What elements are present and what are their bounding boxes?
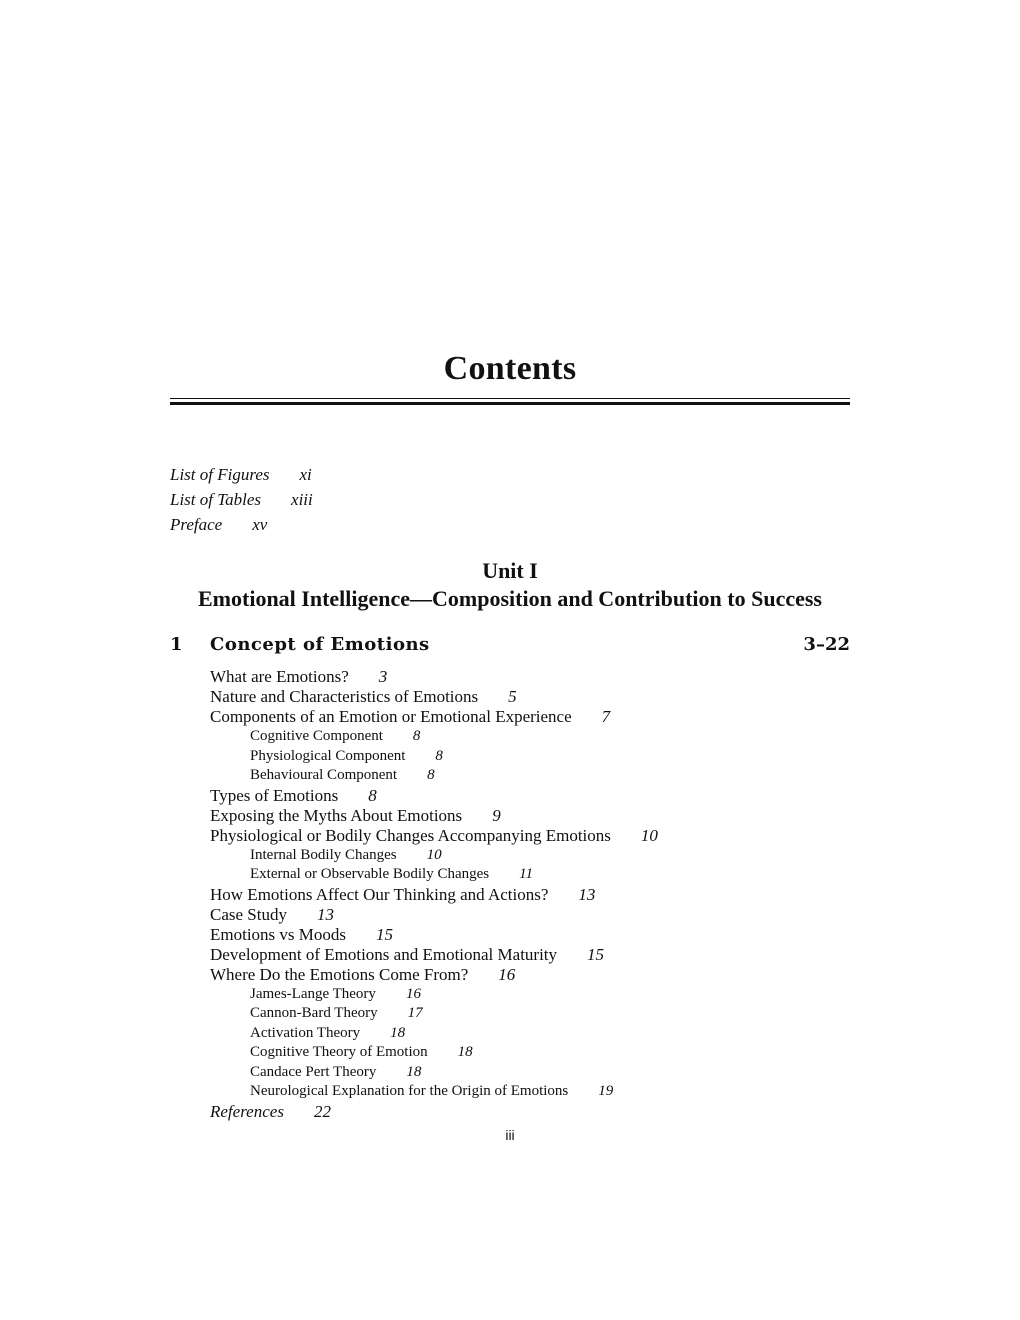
toc-subentry[interactable] <box>210 1063 658 1083</box>
toc-entry-title: Exposing the Myths About Emotions <box>210 805 463 825</box>
toc-entry[interactable] <box>210 945 658 965</box>
toc-entry[interactable] <box>210 905 658 925</box>
toc-entry-page: 9 <box>492 805 501 825</box>
toc-entry-page: 15 <box>376 924 394 944</box>
front-matter-label: Preface <box>170 515 223 534</box>
title-double-rule <box>170 398 850 405</box>
toc-entry[interactable] <box>210 826 658 846</box>
toc-entry-page: 8 <box>427 767 435 783</box>
chapter-heading[interactable] <box>170 634 850 660</box>
toc-entry-title: External or Observable Bodily Changes <box>250 866 490 882</box>
toc-entry-title: References <box>210 1101 284 1121</box>
toc-entry-page: 22 <box>313 1101 331 1121</box>
toc-subentry[interactable] <box>210 865 658 885</box>
toc-entry-title: Development of Emotions and Emotional Maturity <box>210 944 558 964</box>
toc-entry-page: 15 <box>587 944 605 964</box>
chapter-page-range: 3–22 <box>803 634 850 655</box>
toc-entry-title: How Emotions Affect Our Thinking and Actions? <box>210 884 549 904</box>
toc-entry[interactable] <box>210 667 658 687</box>
toc-entry-title: Cannon-Bard Theory <box>250 1005 378 1021</box>
toc-entry[interactable] <box>210 925 658 945</box>
front-matter-page: xv <box>252 515 268 534</box>
front-matter-item[interactable] <box>170 487 313 512</box>
toc-subentry[interactable] <box>210 766 658 786</box>
toc-entry-page: 3 <box>378 667 388 686</box>
page-number-footer: iii <box>505 1127 515 1143</box>
toc-entry-title: Activation Theory <box>250 1024 361 1041</box>
toc-entry[interactable] <box>210 806 658 826</box>
toc-entry-title: Emotions vs Moods <box>210 924 347 944</box>
toc-entry-page: 16 <box>498 964 516 984</box>
toc-entry-page: 8 <box>368 785 377 805</box>
front-matter-page: xiii <box>291 490 313 509</box>
toc-subentry[interactable] <box>210 846 658 866</box>
toc-subentry[interactable] <box>210 1024 658 1044</box>
chapter-title: Concept of Emotions <box>210 634 430 655</box>
toc-entry-page: 18 <box>457 1044 473 1060</box>
front-matter-page: xi <box>299 465 312 484</box>
toc-entry-title: Types of Emotions <box>210 785 339 805</box>
toc-entry-title: Physiological Component <box>250 747 406 764</box>
page-title: Contents <box>443 350 577 387</box>
toc-subentry[interactable] <box>210 985 658 1005</box>
unit-title: Emotional Intelligence—Composition and Contribution to Success <box>198 586 822 611</box>
toc-entry-page: 8 <box>412 728 421 744</box>
toc-entries <box>210 667 658 1122</box>
toc-entry-title: Where Do the Emotions Come From? <box>210 964 469 984</box>
toc-entry-page: 8 <box>435 747 443 764</box>
toc-entry-page: 5 <box>508 687 517 706</box>
front-matter-label: List of Figures <box>170 465 270 484</box>
toc-entry[interactable] <box>210 707 658 727</box>
toc-entry-page: 11 <box>519 866 533 882</box>
toc-subentry[interactable] <box>210 1082 658 1102</box>
toc-entry[interactable] <box>210 1102 658 1122</box>
toc-entry-title: What are Emotions? <box>210 667 349 686</box>
toc-entry-title: Internal Bodily Changes <box>250 846 397 863</box>
toc-entry-title: Behavioural Component <box>250 767 398 783</box>
toc-entry-page: 19 <box>598 1083 614 1099</box>
toc-entry-title: Cognitive Theory of Emotion <box>250 1044 428 1060</box>
toc-entry-page: 16 <box>405 985 421 1002</box>
toc-entry-title: Physiological or Bodily Changes Accompanying Emotions <box>210 825 611 845</box>
toc-entry-page: 7 <box>601 707 611 726</box>
front-matter-list <box>170 462 313 537</box>
front-matter-item[interactable] <box>170 512 313 537</box>
toc-subentry[interactable] <box>210 747 658 767</box>
chapter-number: 1 <box>170 634 183 655</box>
toc-entry-page: 10 <box>640 825 658 845</box>
toc-entry-title: James-Lange Theory <box>250 985 376 1002</box>
toc-entry-page: 17 <box>407 1005 423 1021</box>
toc-entry-page: 18 <box>406 1063 422 1080</box>
toc-entry-page: 13 <box>316 904 334 924</box>
toc-entry-page: 18 <box>390 1024 406 1041</box>
front-matter-item[interactable] <box>170 462 313 487</box>
toc-entry[interactable] <box>210 885 658 905</box>
toc-entry[interactable] <box>210 687 658 707</box>
toc-entry-title: Case Study <box>210 904 287 924</box>
toc-entry[interactable] <box>210 965 658 985</box>
unit-label: Unit I <box>482 558 538 583</box>
toc-subentry[interactable] <box>210 727 658 747</box>
toc-entry-page: 10 <box>426 846 442 863</box>
toc-entry[interactable] <box>210 786 658 806</box>
toc-entry-title: Components of an Emotion or Emotional Experience <box>210 707 572 726</box>
toc-entry-title: Cognitive Component <box>250 728 383 744</box>
toc-entry-page: 13 <box>578 884 596 904</box>
toc-subentry[interactable] <box>210 1043 658 1063</box>
toc-entry-title: Candace Pert Theory <box>250 1063 377 1080</box>
toc-entry-title: Nature and Characteristics of Emotions <box>210 687 479 706</box>
front-matter-label: List of Tables <box>170 490 262 509</box>
toc-subentry[interactable] <box>210 1004 658 1024</box>
toc-entry-title: Neurological Explanation for the Origin of Emotions <box>250 1083 569 1099</box>
